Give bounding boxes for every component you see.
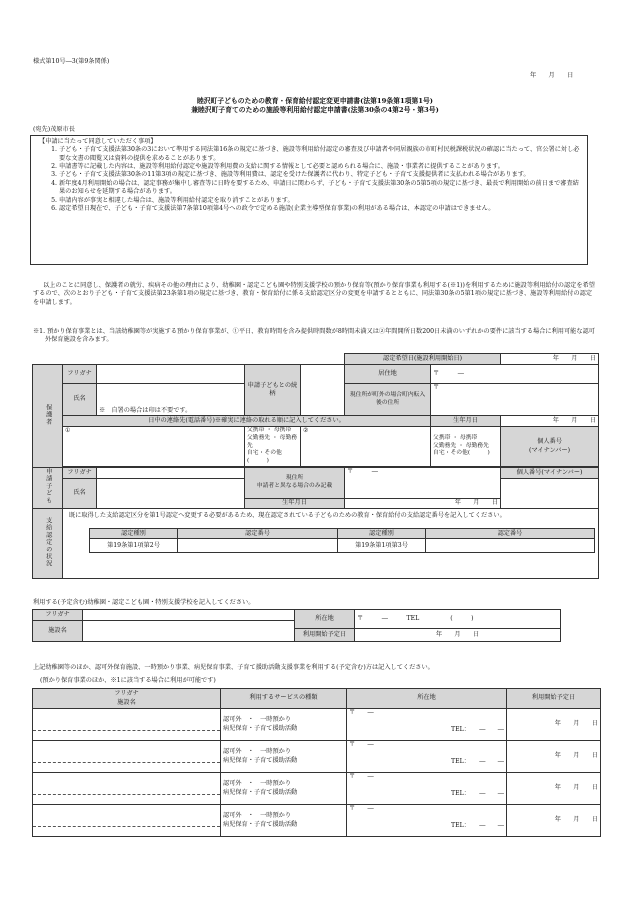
other-col-address: 所在地: [347, 689, 507, 709]
other-address-field[interactable]: [347, 805, 507, 837]
other-address-field[interactable]: [347, 709, 507, 741]
cert-type-2: 第19条第1項第3号: [338, 539, 426, 553]
note-item: 4. 新年度4月利用開始の場合は、認定事務が集中し審査等に日時を要するため、申請日に関わらず、子ども・子育て支援法第30条の5第5項の規定に基づき、最長で利用開始の前日まで審査結果のお知らせを延期する場合があります。: [59, 180, 581, 197]
daytime-contact-label: 日中の連絡先(電話番号)※確実に連絡の取れる順に記入してください。: [63, 416, 431, 427]
note-item: 1. 子ども・子育て支援法第30条の3において準用する同法第16条の規定に基づき、施設等利用給付認定の審査及び申請者や同居親族の市町村民税課税状況の確認に当たって、官公署に対し必要な文書の閲覧又は資料の提供を求めることがあります。: [59, 146, 581, 163]
other-col-start: 利用開始予定日: [507, 689, 601, 709]
cert-type-header-2: 認定種別: [338, 529, 426, 539]
school-name-label: 施設名: [33, 621, 83, 642]
contact-1-marker: ①: [65, 427, 71, 434]
notes-list: [39, 146, 581, 213]
other-address-field[interactable]: 〒: [431, 384, 599, 416]
other-tel: TEL： ― ―: [451, 726, 504, 734]
school-tel: TEL ( ): [406, 614, 474, 622]
applicant-table: [32, 353, 599, 579]
other-facility-field[interactable]: [33, 709, 221, 741]
other-service-row: [33, 709, 601, 741]
consent-notes-box: [30, 135, 588, 265]
child-birthdate-label: 生年月日: [245, 499, 345, 509]
note-item: 6. 認定希望日現在で、子ども・子育て支援法第7条第10項第4号への政令で定める施設(企業主導型保育事業)の利用がある場合は、本認定の申請はできません。: [59, 205, 581, 213]
note-item: 3. 子ども・子育て支援法第30条の11第3項の規定に基づき、施設等利用費は、認定を受けた保護者に代わり、特定子ども・子育て支援提供者に支払われる場合があります。: [59, 171, 581, 179]
other-facility-field[interactable]: [33, 805, 221, 837]
addressee: (宛先)茂原市長: [33, 126, 75, 133]
relation-label: 申請子どもとの続柄: [245, 365, 301, 416]
consent-statement: 以上のことに同意し、保護者の就労、疾病その他の理由により、幼稚園・認定こども園や特別支援学校の預かり保育等(預かり保育事業も利用する(※1))を利用するために施設等利用給付の認定を希望するので、次のとおり子ども・子育て支援法第23条第1項の規定に基づき、教育・保育給付に係る支給認定区分の変更を申請するとともに、同法第30条の5第1項の規定に基づき、施設等利用給付の認定を申請します。: [33, 282, 595, 306]
desired-date-label: 認定希望日(施設利用開始日): [345, 354, 501, 365]
certification-box: [63, 509, 599, 579]
relation-field[interactable]: [301, 365, 345, 416]
other-col-service: 利用するサービスの種類: [221, 689, 347, 709]
other-postal: 〒 ―: [349, 741, 374, 748]
other-services-table: [32, 688, 601, 837]
cert-type-header-1: 認定種別: [90, 529, 178, 539]
other-address-label: 現住所が町外の場合町内転入後の住所: [345, 384, 431, 416]
other-address-field[interactable]: [347, 741, 507, 773]
other-service-row: [33, 741, 601, 773]
school-start-field[interactable]: 年 月 日: [355, 629, 561, 642]
other-service-type[interactable]: 認可外 ・ 一時預かり 病児保育・子育て援助活動: [221, 773, 347, 805]
contact-1-type[interactable]: 父携帯 ・ 母携帯 父勤務先 ・ 母勤務先 自宅・その他( ): [245, 427, 301, 467]
other-service-row: [33, 773, 601, 805]
cert-number-field-2[interactable]: [426, 539, 595, 553]
other-service-type[interactable]: 認可外 ・ 一時預かり 病児保育・子育て援助活動: [221, 741, 347, 773]
guardian-name-label: 氏名: [63, 384, 97, 416]
form-number: 様式第10号―3(第9条関係): [33, 58, 110, 65]
other-tel: TEL： ― ―: [451, 790, 504, 798]
other-services-lead: 上記幼稚園等のほか、認可外保育施設、一時預かり事業、病児保育事業、子育て援助活動支援事業を利用する(予定含む)方は記入してください。: [33, 664, 434, 671]
school-furigana-label: フリガナ: [33, 610, 83, 621]
other-facility-field[interactable]: [33, 773, 221, 805]
contact-2-type[interactable]: 父携帯 ・ 母携帯 父勤務先 ・ 母勤務先 自宅・その他( ): [431, 427, 501, 467]
other-tel: TEL： ― ―: [451, 822, 504, 830]
certification-instruction: 既に取得した支給認定区分を第1号認定へ変更する必要があるため、現在認定されている子どものための教育・保育給付の支給認定番号を記入してください。: [69, 512, 506, 520]
contact-2-marker: ②: [303, 427, 309, 434]
other-start-field[interactable]: 年 月 日: [507, 773, 601, 805]
child-address-label: 現住所 申請者と異なる場合のみ記載: [245, 468, 345, 499]
guardian-section-label: 保護者: [44, 403, 52, 426]
school-table: [32, 609, 561, 642]
cert-number-field-1[interactable]: [178, 539, 338, 553]
guardian-birthdate-field[interactable]: 年 月 日: [501, 416, 599, 427]
cert-type-1: 第19条第1項第2号: [90, 539, 178, 553]
certification-number-table: [89, 528, 595, 553]
title-line-2: 兼睦沢町子育てのための施設等利用給付認定申請書(法第30条の4第2号・第3号): [191, 106, 439, 115]
other-services-sub: (預かり保育事業のほか、※1に該当する場合に利用が可能です): [40, 677, 216, 684]
child-name-label: 氏名: [63, 479, 97, 509]
school-start-label: 利用開始予定日: [295, 629, 355, 642]
school-address-field[interactable]: [355, 610, 561, 629]
note-item: 2. 申請書等に記載した内容は、施設等利用給付認定や施設等利用費の支給に関する情報として必要と認められる場合に、施設・事業者に提供することがあります。: [59, 163, 581, 171]
other-start-field[interactable]: 年 月 日: [507, 709, 601, 741]
other-facility-field[interactable]: [33, 741, 221, 773]
other-tel: TEL： ― ―: [451, 758, 504, 766]
other-start-field[interactable]: 年 月 日: [507, 805, 601, 837]
child-name-field[interactable]: [97, 479, 245, 509]
child-section-label: 申請子ども: [44, 468, 52, 505]
title-line-1: 睦沢町子どものための教育・保育給付認定変更申請書(法第19条第1項第1号): [196, 97, 434, 105]
certification-section-label: 支給認定の状況: [44, 516, 52, 568]
other-start-field[interactable]: 年 月 日: [507, 741, 601, 773]
footnote-1: ※1. 預かり保育事業とは、当該幼稚園等が実施する預かり保育事業が、①平日、教育時間を含み提供時間数が8時間未満又は②年間開所日数200日未満のいずれかの要件に該当する場合に利用可能な認可外保育施設を含みます。: [33, 328, 595, 344]
seal-note: ※ 自署の場合は印は不要です。: [99, 406, 192, 414]
other-postal: 〒 ―: [349, 805, 374, 812]
child-mynumber-label: 個人番号(マイナンバー): [501, 468, 599, 479]
other-col-facility: フリガナ 施設名: [33, 689, 221, 709]
notes-heading: 【申請に当たって同意していただく事項】: [39, 138, 157, 145]
contact-2-field[interactable]: [301, 427, 431, 467]
desired-date-field[interactable]: 年 月 日: [501, 354, 599, 365]
residence-field[interactable]: 〒 ―: [431, 365, 599, 384]
other-address-field[interactable]: [347, 773, 507, 805]
application-date[interactable]: 年 月 日: [530, 72, 574, 79]
child-furigana-label: フリガナ: [63, 468, 97, 479]
other-service-row: [33, 805, 601, 837]
child-furigana-field[interactable]: [97, 468, 245, 479]
school-furigana-field[interactable]: [83, 610, 295, 621]
other-service-type[interactable]: 認可外 ・ 一時預かり 病児保育・子育て援助活動: [221, 805, 347, 837]
residence-label: 居住地: [345, 365, 431, 384]
form-title: [0, 97, 630, 115]
guardian-birthdate-label: 生年月日: [431, 416, 501, 427]
cert-number-header-2: 認定番号: [426, 529, 595, 539]
child-birthdate-field[interactable]: 年 月 日: [345, 499, 501, 509]
school-name-field[interactable]: [83, 621, 295, 642]
school-lead: 利用する(予定含む)幼稚園・認定こども園・特別支援学校を記入してください。: [33, 599, 255, 606]
school-address-label: 所在地: [295, 610, 355, 629]
guardian-furigana-label: フリガナ: [63, 365, 97, 384]
other-postal: 〒 ―: [349, 709, 374, 716]
school-postal: 〒 ―: [357, 614, 388, 622]
cert-number-header-1: 認定番号: [178, 529, 338, 539]
guardian-mynumber-label: 個人番号 (マイナンバー): [501, 427, 599, 467]
contact-1-field[interactable]: [63, 427, 245, 467]
child-address-field[interactable]: 〒 ―: [345, 468, 501, 499]
guardian-furigana-field[interactable]: [97, 365, 245, 384]
other-service-type[interactable]: 認可外 ・ 一時預かり 病児保育・子育て援助活動: [221, 709, 347, 741]
child-mynumber-field[interactable]: [501, 479, 599, 509]
note-item: 5. 申請内容が事実と相違した場合は、施設等利用給付認定を取り消すことがあります。: [59, 197, 581, 205]
other-postal: 〒 ―: [349, 773, 374, 780]
guardian-name-field[interactable]: [97, 384, 245, 416]
